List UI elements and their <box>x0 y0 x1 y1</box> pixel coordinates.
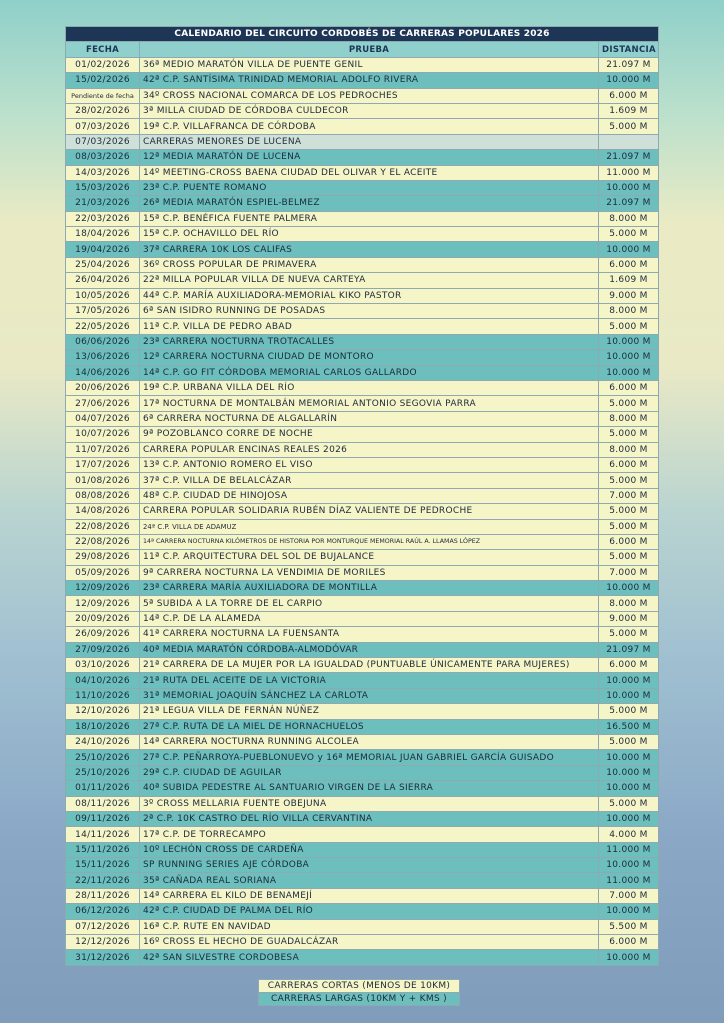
race-date: 14/11/2026 <box>66 827 140 842</box>
race-name: 13ª C.P. ANTONIO ROMERO EL VISO <box>140 457 599 472</box>
race-distance <box>599 134 659 149</box>
race-date: 11/10/2026 <box>66 688 140 703</box>
race-name: 21ª CARRERA DE LA MUJER POR LA IGUALDAD (PUNTUABLE ÚNICAMENTE PARA MUJERES) <box>140 658 599 673</box>
table-row <box>66 304 659 319</box>
race-name: 14ª CARRERA NOCTURNA RUNNING ALCOLEA <box>140 734 599 749</box>
race-distance: 6.000 M <box>599 257 659 272</box>
race-distance: 5.000 M <box>599 796 659 811</box>
calendar-title: CALENDARIO DEL CIRCUITO CORDOBÉS DE CARRERAS POPULARES 2026 <box>66 27 659 42</box>
column-header-distancia: DISTANCIA <box>599 42 659 57</box>
race-name: 27ª C.P. RUTA DE LA MIEL DE HORNACHUELOS <box>140 719 599 734</box>
table-row <box>66 365 659 380</box>
race-name: 24ª C.P. VILLA DE ADAMUZ <box>140 519 599 534</box>
race-distance: 6.000 M <box>599 457 659 472</box>
table-row <box>66 750 659 765</box>
race-name: 35ª CAÑADA REAL SORIANA <box>140 873 599 888</box>
race-distance: 8.000 M <box>599 211 659 226</box>
race-distance: 10.000 M <box>599 904 659 919</box>
race-name: 23ª CARRERA MARÍA AUXILIADORA DE MONTILLA <box>140 581 599 596</box>
race-name: 9ª POZOBLANCO CORRE DE NOCHE <box>140 427 599 442</box>
race-name: 6ª CARRERA NOCTURNA DE ALGALLARÍN <box>140 411 599 426</box>
table-row <box>66 57 659 72</box>
race-date: 15/02/2026 <box>66 73 140 88</box>
race-distance: 5.000 M <box>599 427 659 442</box>
race-date: 07/03/2026 <box>66 134 140 149</box>
race-date: 12/09/2026 <box>66 596 140 611</box>
race-name: 19ª C.P. VILLAFRANCA DE CÓRDOBA <box>140 119 599 134</box>
race-distance: 10.000 M <box>599 858 659 873</box>
race-name: CARRERA POPULAR SOLIDARIA RUBÉN DÍAZ VALIENTE DE PEDROCHE <box>140 504 599 519</box>
race-calendar-table <box>65 26 659 966</box>
table-row <box>66 257 659 272</box>
table-row <box>66 180 659 195</box>
race-date: 10/07/2026 <box>66 427 140 442</box>
table-row <box>66 427 659 442</box>
race-date: 25/10/2026 <box>66 750 140 765</box>
race-name: 16º CROSS EL HECHO DE GUADALCÁZAR <box>140 935 599 950</box>
race-name: 23ª CARRERA NOCTURNA TROTACALLES <box>140 334 599 349</box>
table-row <box>66 488 659 503</box>
race-distance: 16.500 M <box>599 719 659 734</box>
race-distance: 8.000 M <box>599 411 659 426</box>
race-distance: 11.000 M <box>599 165 659 180</box>
race-name: 10º LECHÓN CROSS DE CARDEÑA <box>140 842 599 857</box>
race-distance: 6.000 M <box>599 658 659 673</box>
race-name: 34º CROSS NACIONAL COMARCA DE LOS PEDROCHES <box>140 88 599 103</box>
table-row <box>66 519 659 534</box>
race-name: 17ª C.P. DE TORRECAMPO <box>140 827 599 842</box>
table-row <box>66 227 659 242</box>
race-distance: 8.000 M <box>599 304 659 319</box>
race-distance: 6.000 M <box>599 380 659 395</box>
race-distance: 10.000 M <box>599 334 659 349</box>
race-distance: 21.097 M <box>599 57 659 72</box>
table-row <box>66 196 659 211</box>
race-date: 22/03/2026 <box>66 211 140 226</box>
table-row <box>66 134 659 149</box>
legend-long-races: CARRERAS LARGAS (10KM Y + KMS ) <box>258 993 460 1007</box>
race-date: 26/04/2026 <box>66 273 140 288</box>
race-name: 19ª C.P. URBANA VILLA DEL RÍO <box>140 380 599 395</box>
race-date: 11/07/2026 <box>66 442 140 457</box>
race-distance: 10.000 M <box>599 750 659 765</box>
race-distance: 5.000 M <box>599 119 659 134</box>
race-date: 14/08/2026 <box>66 504 140 519</box>
race-distance: 4.000 M <box>599 827 659 842</box>
race-date: 20/09/2026 <box>66 611 140 626</box>
table-row <box>66 935 659 950</box>
table-row <box>66 611 659 626</box>
race-name: 27ª C.P. PEÑARROYA-PUEBLONUEVO y 16ª MEMORIAL JUAN GABRIEL GARCÍA GUISADO <box>140 750 599 765</box>
race-distance: 7.000 M <box>599 488 659 503</box>
race-date: 27/06/2026 <box>66 396 140 411</box>
race-date: 01/02/2026 <box>66 57 140 72</box>
race-name: 12ª MEDIA MARATÓN DE LUCENA <box>140 150 599 165</box>
table-row <box>66 596 659 611</box>
column-header-prueba: PRUEBA <box>140 42 599 57</box>
race-name: 14º MEETING-CROSS BAENA CIUDAD DEL OLIVAR Y EL ACEITE <box>140 165 599 180</box>
race-date: 24/10/2026 <box>66 734 140 749</box>
table-row <box>66 734 659 749</box>
race-distance: 21.097 M <box>599 642 659 657</box>
race-distance: 9.000 M <box>599 611 659 626</box>
race-name: 3ª MILLA CIUDAD DE CÓRDOBA CULDECOR <box>140 103 599 118</box>
race-name: 3º CROSS MELLARIA FUENTE OBEJUNA <box>140 796 599 811</box>
race-date: 07/03/2026 <box>66 119 140 134</box>
race-distance: 1.609 M <box>599 103 659 118</box>
table-row <box>66 103 659 118</box>
race-name: 15ª C.P. OCHAVILLO DEL RÍO <box>140 227 599 242</box>
race-date: 17/05/2026 <box>66 304 140 319</box>
table-row <box>66 765 659 780</box>
race-distance: 10.000 M <box>599 242 659 257</box>
race-name: 48ª C.P. CIUDAD DE HINOJOSA <box>140 488 599 503</box>
race-date: 08/08/2026 <box>66 488 140 503</box>
race-distance: 8.000 M <box>599 596 659 611</box>
race-name: 21ª LEGUA VILLA DE FERNÁN NÚÑEZ <box>140 704 599 719</box>
race-name: 40ª MEDIA MARATÓN CÓRDOBA-ALMODÓVAR <box>140 642 599 657</box>
race-name: 44ª C.P. MARÍA AUXILIADORA-MEMORIAL KIKO PASTOR <box>140 288 599 303</box>
table-row <box>66 581 659 596</box>
table-row <box>66 211 659 226</box>
table-row <box>66 88 659 103</box>
race-distance: 10.000 M <box>599 180 659 195</box>
table-row <box>66 119 659 134</box>
race-distance: 5.000 M <box>599 734 659 749</box>
race-name: 14ª C.P. GO FIT CÓRDOBA MEMORIAL CARLOS GALLARDO <box>140 365 599 380</box>
table-row <box>66 442 659 457</box>
race-date: 13/06/2026 <box>66 350 140 365</box>
race-distance: 5.000 M <box>599 319 659 334</box>
race-distance: 10.000 M <box>599 581 659 596</box>
race-name: 36ª MEDIO MARATÓN VILLA DE PUENTE GENIL <box>140 57 599 72</box>
table-row <box>66 627 659 642</box>
race-date: 06/06/2026 <box>66 334 140 349</box>
race-date: 20/06/2026 <box>66 380 140 395</box>
table-row <box>66 827 659 842</box>
table-row <box>66 842 659 857</box>
table-row <box>66 288 659 303</box>
race-date: 12/09/2026 <box>66 581 140 596</box>
race-date: 18/10/2026 <box>66 719 140 734</box>
table-row <box>66 350 659 365</box>
table-row <box>66 873 659 888</box>
race-name: 6ª SAN ISIDRO RUNNING DE POSADAS <box>140 304 599 319</box>
race-date: 28/02/2026 <box>66 103 140 118</box>
table-row <box>66 319 659 334</box>
race-date: 10/05/2026 <box>66 288 140 303</box>
race-name: 22ª MILLA POPULAR VILLA DE NUEVA CARTEYA <box>140 273 599 288</box>
table-row <box>66 473 659 488</box>
table-row <box>66 273 659 288</box>
race-date: 04/07/2026 <box>66 411 140 426</box>
race-date: 08/11/2026 <box>66 796 140 811</box>
race-distance: 10.000 M <box>599 688 659 703</box>
race-date: 12/12/2026 <box>66 935 140 950</box>
table-row <box>66 534 659 549</box>
race-name: 11ª C.P. ARQUITECTURA DEL SOL DE BUJALANCE <box>140 550 599 565</box>
table-row <box>66 504 659 519</box>
race-date: 25/10/2026 <box>66 765 140 780</box>
table-row <box>66 888 659 903</box>
table-row <box>66 919 659 934</box>
race-date: 22/08/2026 <box>66 534 140 549</box>
race-date: 22/05/2026 <box>66 319 140 334</box>
race-name: 11ª C.P. VILLA DE PEDRO ABAD <box>140 319 599 334</box>
table-row <box>66 334 659 349</box>
legend-short-races: CARRERAS CORTAS (MENOS DE 10KM) <box>258 979 460 993</box>
race-distance: 8.000 M <box>599 442 659 457</box>
race-date: 29/08/2026 <box>66 550 140 565</box>
race-date: 07/12/2026 <box>66 919 140 934</box>
table-row <box>66 396 659 411</box>
race-distance: 21.097 M <box>599 150 659 165</box>
race-name: 16ª C.P. RUTE EN NAVIDAD <box>140 919 599 934</box>
race-distance: 10.000 M <box>599 350 659 365</box>
race-distance: 9.000 M <box>599 288 659 303</box>
race-date: 17/07/2026 <box>66 457 140 472</box>
race-name: 14ª CARRERA EL KILO DE BENAMEJÍ <box>140 888 599 903</box>
race-distance: 10.000 M <box>599 811 659 826</box>
race-distance: 11.000 M <box>599 842 659 857</box>
race-distance: 10.000 M <box>599 73 659 88</box>
race-distance: 21.097 M <box>599 196 659 211</box>
table-row <box>66 165 659 180</box>
race-date: 06/12/2026 <box>66 904 140 919</box>
race-date: 27/09/2026 <box>66 642 140 657</box>
race-date: 15/11/2026 <box>66 842 140 857</box>
race-name: 9ª CARRERA NOCTURNA LA VENDIMIA DE MORILES <box>140 565 599 580</box>
table-row <box>66 673 659 688</box>
race-distance: 10.000 M <box>599 781 659 796</box>
race-name: 12ª CARRERA NOCTURNA CIUDAD DE MONTORO <box>140 350 599 365</box>
race-date: 14/06/2026 <box>66 365 140 380</box>
race-date: 25/04/2026 <box>66 257 140 272</box>
table-row <box>66 658 659 673</box>
race-distance: 5.000 M <box>599 519 659 534</box>
race-date: 18/04/2026 <box>66 227 140 242</box>
race-date: 09/11/2026 <box>66 811 140 826</box>
race-date: 21/03/2026 <box>66 196 140 211</box>
race-name: CARRERAS MENORES DE LUCENA <box>140 134 599 149</box>
race-name: 42ª C.P. SANTÍSIMA TRINIDAD MEMORIAL ADOLFO RIVERA <box>140 73 599 88</box>
race-distance: 5.000 M <box>599 504 659 519</box>
race-distance: 5.000 M <box>599 227 659 242</box>
table-row <box>66 796 659 811</box>
race-distance: 11.000 M <box>599 873 659 888</box>
race-name: 15ª C.P. BENÉFICA FUENTE PALMERA <box>140 211 599 226</box>
race-distance: 5.000 M <box>599 627 659 642</box>
race-date: 15/03/2026 <box>66 180 140 195</box>
race-name: 37ª CARRERA 10K LOS CALIFAS <box>140 242 599 257</box>
table-row <box>66 688 659 703</box>
race-date: 03/10/2026 <box>66 658 140 673</box>
race-distance: 6.000 M <box>599 534 659 549</box>
race-name: 5ª SUBIDA A LA TORRE DE EL CARPIO <box>140 596 599 611</box>
table-row <box>66 642 659 657</box>
race-date: 08/03/2026 <box>66 150 140 165</box>
race-name: 42ª SAN SILVESTRE CORDOBESA <box>140 950 599 965</box>
table-row <box>66 950 659 965</box>
legend <box>258 979 460 1006</box>
race-name: 42ª C.P. CIUDAD DE PALMA DEL RÍO <box>140 904 599 919</box>
race-name: 23ª C.P. PUENTE ROMANO <box>140 180 599 195</box>
table-row <box>66 150 659 165</box>
race-name: 31ª MEMORIAL JOAQUÍN SÁNCHEZ LA CARLOTA <box>140 688 599 703</box>
table-row <box>66 380 659 395</box>
table-row <box>66 704 659 719</box>
race-date: Pendiente de fecha <box>66 88 140 103</box>
table-row <box>66 550 659 565</box>
race-distance: 1.609 M <box>599 273 659 288</box>
race-date: 14/03/2026 <box>66 165 140 180</box>
race-distance: 7.000 M <box>599 565 659 580</box>
table-row <box>66 411 659 426</box>
table-row <box>66 904 659 919</box>
race-date: 22/08/2026 <box>66 519 140 534</box>
table-row <box>66 457 659 472</box>
table-row <box>66 858 659 873</box>
race-date: 19/04/2026 <box>66 242 140 257</box>
race-distance: 10.000 M <box>599 950 659 965</box>
race-distance: 5.000 M <box>599 550 659 565</box>
race-distance: 6.000 M <box>599 88 659 103</box>
race-date: 05/09/2026 <box>66 565 140 580</box>
table-row <box>66 565 659 580</box>
race-name: CARRERA POPULAR ENCINAS REALES 2026 <box>140 442 599 457</box>
race-name: 14ª CARRERA NOCTURNA KILÓMETROS DE HISTORIA POR MONTURQUE MEMORIAL RAÚL A. LLAMAS LÓPEZ <box>140 534 599 549</box>
race-distance: 5.000 M <box>599 704 659 719</box>
race-date: 31/12/2026 <box>66 950 140 965</box>
race-date: 12/10/2026 <box>66 704 140 719</box>
race-date: 01/08/2026 <box>66 473 140 488</box>
race-date: 15/11/2026 <box>66 858 140 873</box>
race-name: 17ª NOCTURNA DE MONTALBÁN MEMORIAL ANTONIO SEGOVIA PARRA <box>140 396 599 411</box>
race-distance: 10.000 M <box>599 765 659 780</box>
race-distance: 5.000 M <box>599 396 659 411</box>
table-row <box>66 781 659 796</box>
race-date: 01/11/2026 <box>66 781 140 796</box>
race-date: 22/11/2026 <box>66 873 140 888</box>
race-name: 36º CROSS POPULAR DE PRIMAVERA <box>140 257 599 272</box>
race-name: 2ª C.P. 10K CASTRO DEL RÍO VILLA CERVANTINA <box>140 811 599 826</box>
race-distance: 5.000 M <box>599 473 659 488</box>
column-header-fecha: FECHA <box>66 42 140 57</box>
race-distance: 10.000 M <box>599 673 659 688</box>
table-row <box>66 73 659 88</box>
race-distance: 10.000 M <box>599 365 659 380</box>
calendar-body <box>66 57 659 965</box>
race-name: 14ª C.P. DE LA ALAMEDA <box>140 611 599 626</box>
race-distance: 5.500 M <box>599 919 659 934</box>
race-name: 37ª C.P. VILLA DE BELALCÁZAR <box>140 473 599 488</box>
table-row <box>66 242 659 257</box>
table-row <box>66 811 659 826</box>
race-name: 26ª MEDIA MARATÓN ESPIEL-BELMEZ <box>140 196 599 211</box>
race-name: 40ª SUBIDA PEDESTRE AL SANTUARIO VIRGEN DE LA SIERRA <box>140 781 599 796</box>
race-name: 29ª C.P. CIUDAD DE AGUILAR <box>140 765 599 780</box>
race-distance: 7.000 M <box>599 888 659 903</box>
race-date: 04/10/2026 <box>66 673 140 688</box>
race-name: 41ª CARRERA NOCTURNA LA FUENSANTA <box>140 627 599 642</box>
race-name: 21ª RUTA DEL ACEITE DE LA VICTORIA <box>140 673 599 688</box>
race-distance: 6.000 M <box>599 935 659 950</box>
race-name: SP RUNNING SERIES AJE CÓRDOBA <box>140 858 599 873</box>
table-row <box>66 719 659 734</box>
race-date: 28/11/2026 <box>66 888 140 903</box>
race-date: 26/09/2026 <box>66 627 140 642</box>
